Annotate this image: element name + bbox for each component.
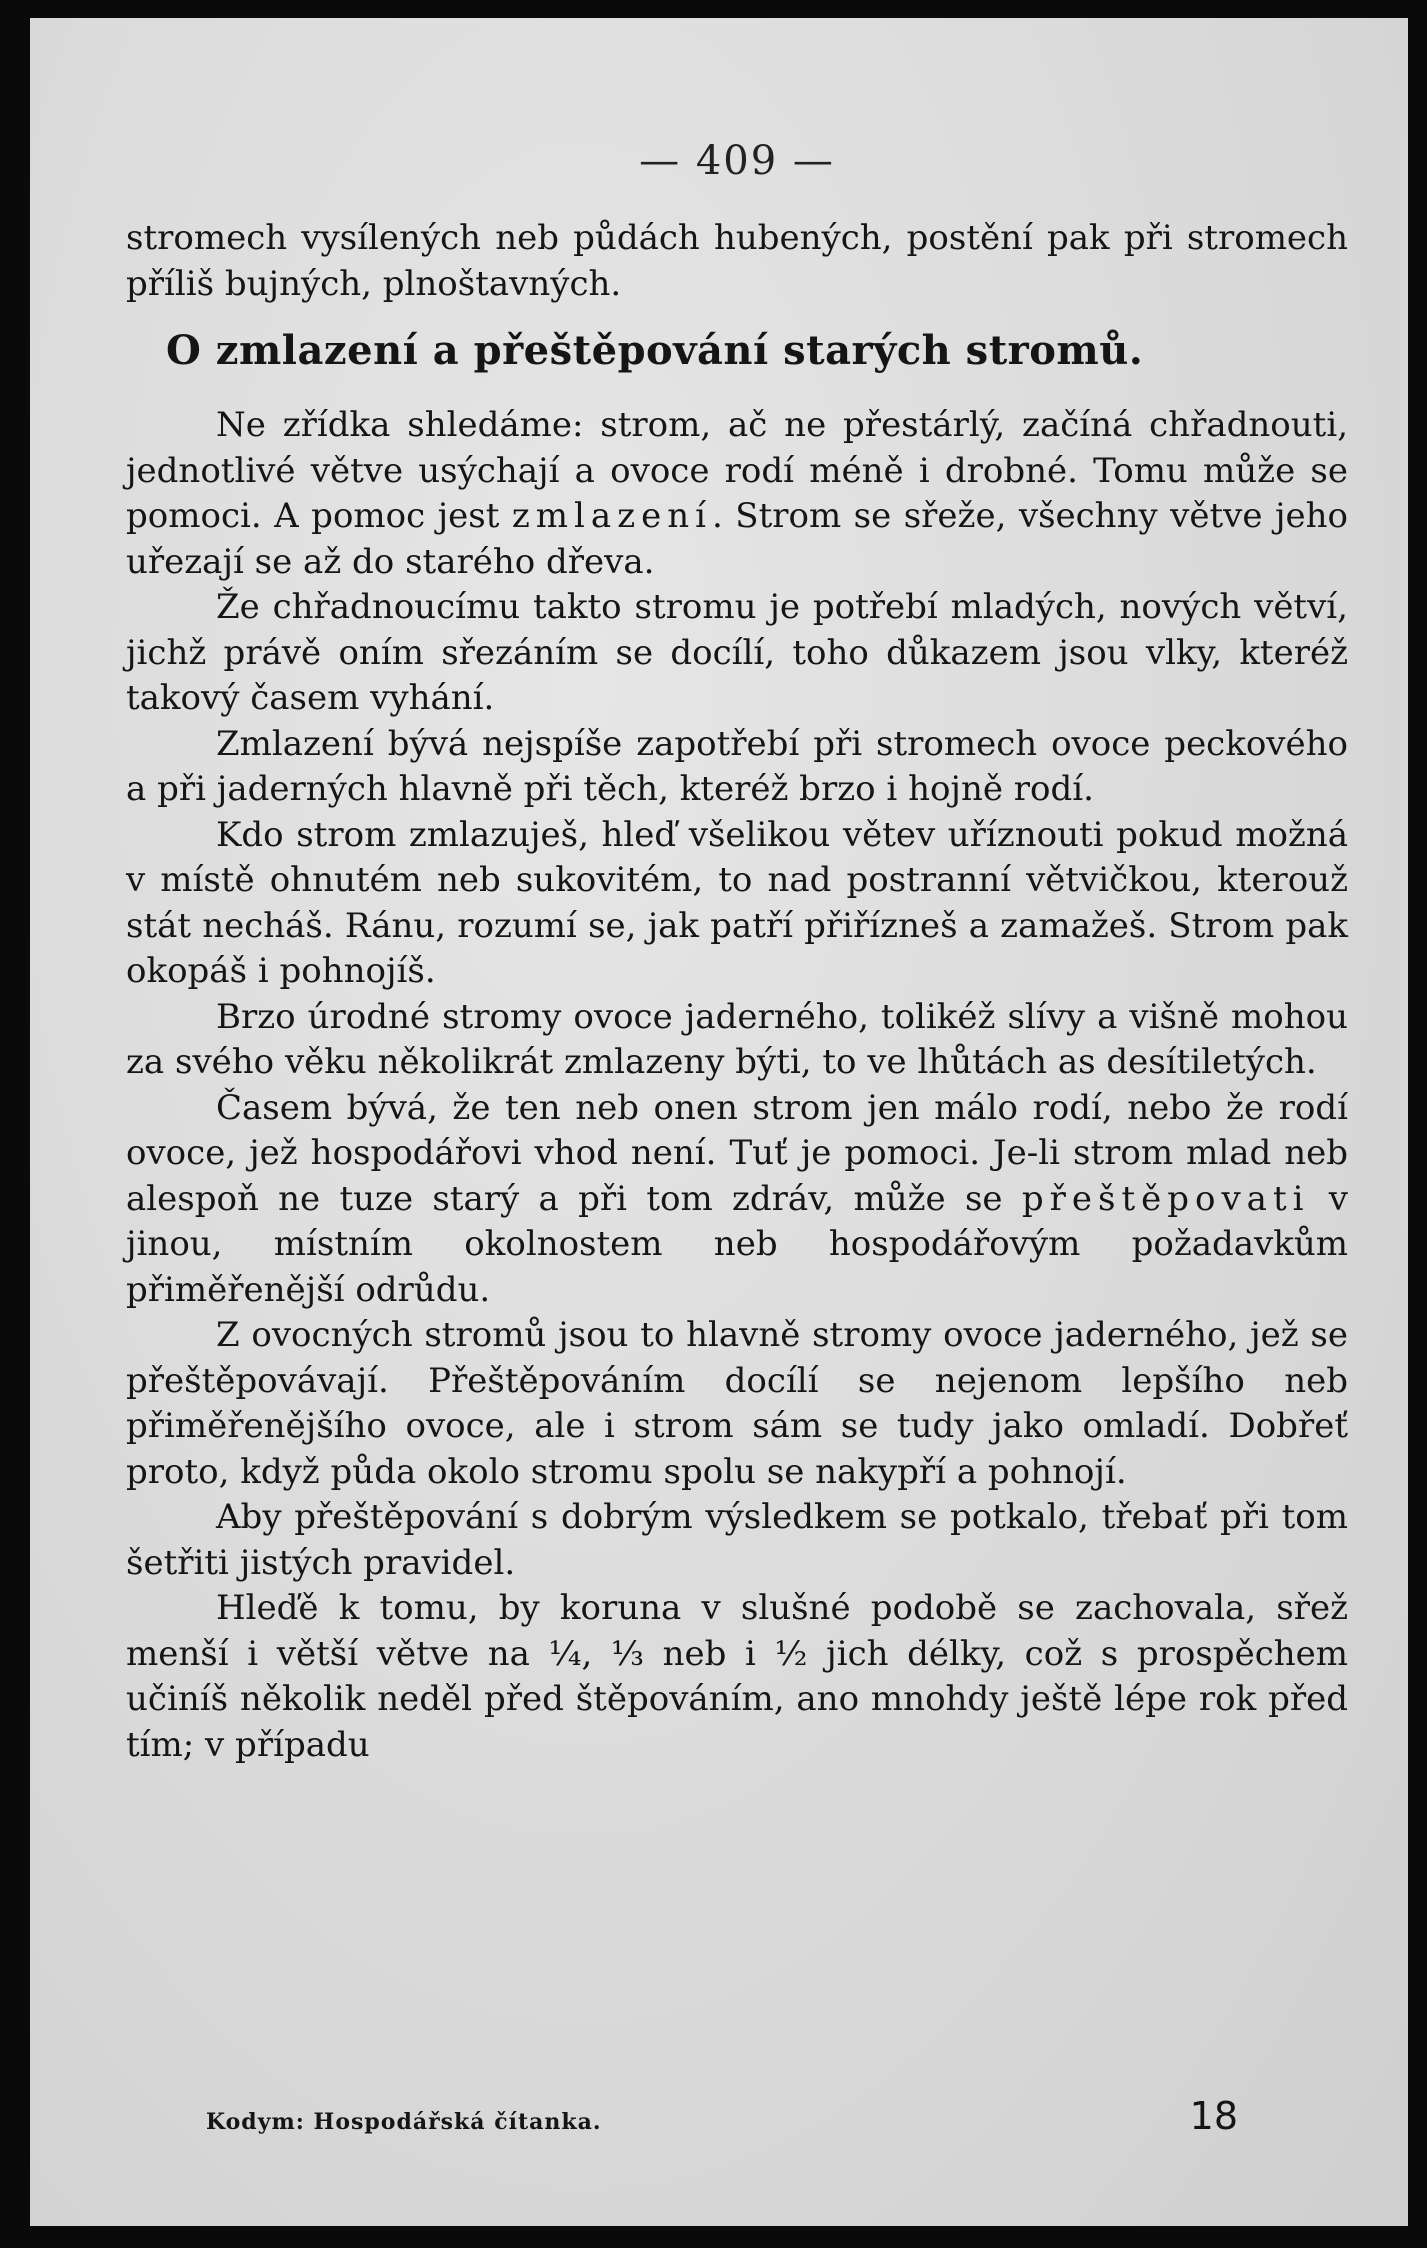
paragraph-4: Kdo strom zmlazuješ, hleď všelikou větev uříznouti pokud možná v místě ohnutém neb sukovitém, to nad postranní větvičkou, kterouž stát necháš. Ránu, rozumí se, jak patří přiřízneš a zamažeš. Strom pak okopáš i pohnojíš. <box>126 814 1348 991</box>
paragraph-3: Zmlazení bývá nejspíše zapotřebí při stromech ovoce peckového a při jaderných hlavně při těch, kteréž brzo i hojně rodí. <box>126 723 1348 809</box>
paragraph-2: Že chřadnoucímu takto stromu je potřebí mladých, nových větví, jichž právě oním sřezáním se docílí, toho důkazem jsou vlky, kteréž takový časem vyhání. <box>126 587 1348 718</box>
paragraph-5: Brzo úrodné stromy ovoce jaderného, tolikéž slívy a višně mohou za svého věku několikrát zmlazeny býti, to ve lhůtách as desítiletých. <box>126 996 1348 1082</box>
page-number: — 409 — <box>639 138 835 184</box>
paragraph-8: Aby přeštěpování s dobrým výsledkem se potkalo, třebať při tom šetřiti jistých pravidel. <box>126 1497 1348 1583</box>
paragraph-7: Z ovocných stromů jsou to hlavně stromy ovoce jaderného, jež se přeštěpovávají. Přeštěpováním docílí se nejenom lepšího neb přiměřenějšího ovoce, ale i strom sám se tudy jako omladí. Dobřeť proto, když půda okolo stromu spolu se nakypří a pohnojí. <box>126 1315 1348 1492</box>
footer-book-title: Kodym: Hospodářská čítanka. <box>206 2109 602 2135</box>
footer-signature-number: 18 <box>1189 2094 1238 2138</box>
book-page <box>30 18 1408 2226</box>
page-footer <box>126 2094 1348 2144</box>
body-text <box>126 216 1348 1768</box>
section-heading: O zmlazení a přeštěpování starých stromů. <box>166 327 1144 374</box>
paragraph-9: Hleďě k tomu, by koruna v slušné podobě se zachovala, sřež menší i větší větve na ¼, ⅓ neb i ½ jich délky, což s prospěchem učiníš několik neděl před štěpováním, ano mnohdy ještě lépe rok před tím; v případu <box>126 1588 1348 1765</box>
intro-paragraph: stromech vysílených neb půdách hubených, postění pak při stromech příliš bujných, plnoštavných. <box>126 218 1348 304</box>
paragraph-1: Ne zřídka shledáme: strom, ač ne přestárlý, začíná chřadnouti, jednotlivé větve usýchají a ovoce rodí méně i drobné. Tomu může se pomoci. A pomoc jest zmlazení. Strom se sřeže, všechny větve jeho uřezají se až do starého dřeva. <box>126 405 1348 582</box>
paragraph-6: Časem bývá, že ten neb onen strom jen málo rodí, nebo že rodí ovoce, jež hospodářovi vhod není. Tuť je pomoci. Je-li strom mlad neb alespoň ne tuze starý a při tom zdráv, může se přeštěpovati v jinou, místním okolnostem neb hospodářovým požadavkům přiměřenější odrůdu. <box>126 1087 1349 1310</box>
